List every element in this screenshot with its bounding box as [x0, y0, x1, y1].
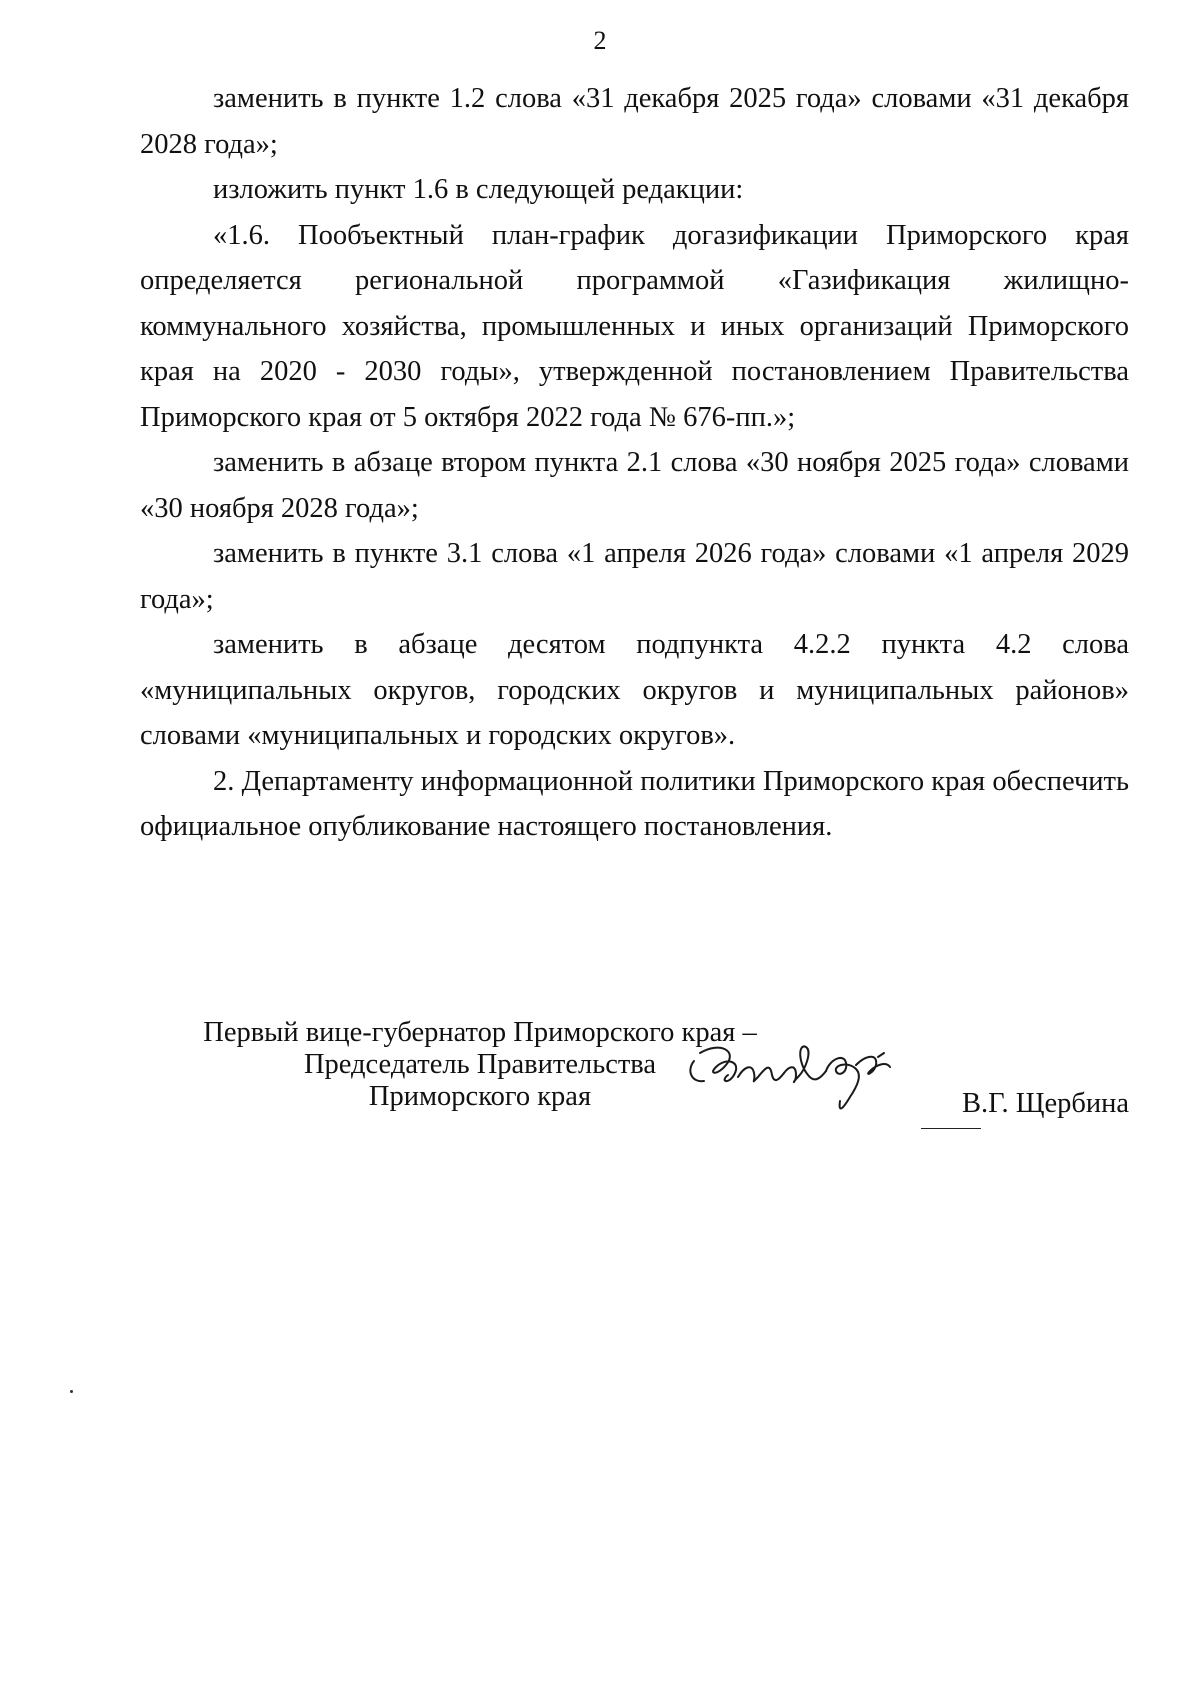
paragraph-amend-1-6-intro: изложить пункт 1.6 в следующей редакции:	[213, 174, 744, 205]
paragraph-publication-order: 2. Департаменту информационной политики Приморского края обеспечить официальное опубликование настоящего постановления.	[140, 765, 1129, 842]
paragraph-amend-1-2: заменить в пункте 1.2 слова «31 декабря 2025 года» словами «31 декабря 2028 года»;	[140, 83, 1129, 160]
signatory-title-line-2: Председатель Правительства	[303, 1049, 657, 1080]
signatory-title-line-1: Первый вице-губернатор Приморского края –	[203, 1017, 757, 1048]
page-number: 2	[593, 26, 607, 55]
paragraph-amend-1-6-text: «1.6. Пообъектный план-график догазификации Приморского края определяется региональной программой «Газификация жилищно-коммунального хозяйства, промышленных и иных организаций Приморского края на 2020 - 2030 годы», утвержденной постановлением Правительства Приморского края от 5 октября 2022 года № 676-пп.»;	[140, 219, 1129, 433]
document-body	[140, 76, 1129, 850]
signatory-title-line-3: Приморского края	[368, 1081, 592, 1112]
scan-speck	[70, 1390, 73, 1393]
paragraph-amend-3-1: заменить в пункте 3.1 слова «1 апреля 2026 года» словами «1 апреля 2029 года»;	[140, 538, 1129, 615]
paragraph-amend-4-2-2: заменить в абзаце десятом подпункта 4.2.2 пункта 4.2 слова «муниципальных округов, городских округов и муниципальных районов» словами «муниципальных и городских округов».	[140, 629, 1129, 751]
handwritten-signature	[680, 1031, 920, 1141]
paragraph-amend-2-1: заменить в абзаце втором пункта 2.1 слова «30 ноября 2025 года» словами «30 ноября 2028 года»;	[140, 447, 1129, 524]
signature-block	[140, 1017, 1129, 1147]
signatory-name: В.Г. Щербина	[962, 1088, 1129, 1119]
name-underline	[921, 1128, 981, 1129]
